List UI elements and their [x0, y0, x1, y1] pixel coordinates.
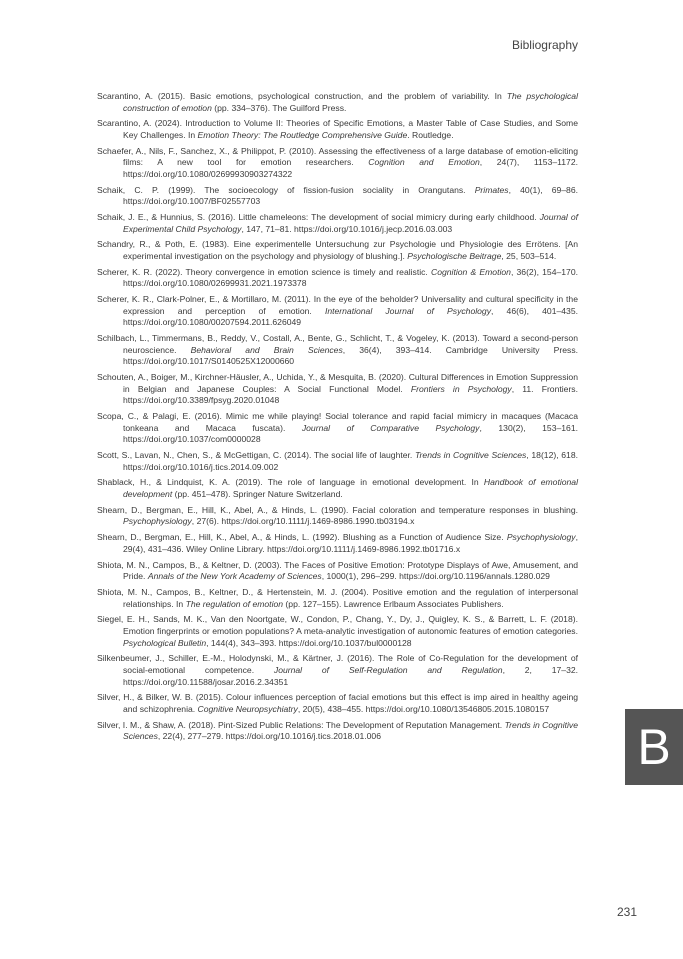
reference-source-title: Trends in Cognitive Sciences	[414, 450, 527, 461]
reference-entry	[97, 505, 578, 528]
reference-source-title: International Journal of Psychology	[324, 305, 491, 316]
reference-details: . Routledge.	[407, 129, 454, 140]
reference-entry	[97, 477, 578, 500]
reference-source-title: Journal of Self-Regulation and Regulation	[273, 664, 503, 675]
reference-source-title: Journal of Comparative Psychology	[301, 422, 480, 433]
reference-entry	[97, 720, 578, 743]
running-head: Bibliography	[511, 38, 578, 52]
reference-entry	[97, 294, 578, 329]
reference-source-title: Emotion Theory: The Routledge Comprehensive Guide	[197, 129, 408, 140]
reference-details: (pp. 451–478). Springer Nature Switzerland.	[172, 489, 343, 500]
reference-entry	[97, 653, 578, 688]
reference-source-title: Trends in Cognitive Sciences	[123, 719, 578, 742]
reference-text: Shearn, D., Bergman, E., Hill, K., Abel, A., & Hinds, L. (1992). Blushing as a Function of Audience Size.	[97, 532, 507, 543]
reference-source-title: Cognition and Emotion	[368, 157, 480, 168]
reference-text: Schandry, R., & Poth, E. (1983). Eine experimentelle Untersuchung zur Psychologie und Physiologie des Errötens. [An experimental investigation on the psychology and physiology of blushing.].	[97, 239, 578, 262]
reference-source-title: Handbook of emotional development	[123, 477, 578, 500]
reference-details: , 22(4), 277–279. https://doi.org/10.1016/j.tics.2018.01.006	[157, 731, 381, 742]
reference-details: , 46(6), 401–435. https://doi.org/10.1080/00207594.2011.626049	[123, 305, 578, 328]
reference-source-title: Behavioral and Brain Sciences	[190, 344, 343, 355]
reference-details: , 25, 503–514.	[501, 251, 557, 262]
section-tab-letter: B	[637, 719, 671, 775]
reference-text: Scarantino, A. (2015). Basic emotions, psychological construction, and the problem of variability. In	[97, 91, 507, 101]
reference-details: , 130(2), 153–161. https://doi.org/10.1037/com0000028	[123, 422, 578, 445]
reference-entry	[97, 239, 578, 262]
reference-source-title: Primates	[474, 184, 509, 195]
reference-entry	[97, 212, 578, 235]
reference-details: , 24(7), 1153–1172. https://doi.org/10.1080/02699930903274322	[123, 157, 578, 179]
reference-text: Silver, H., & Bilker, W. B. (2015). Colour influences perception of facial emotions but this effect is imp aired in healthy ageing and schizophrenia.	[97, 692, 578, 714]
reference-text: Schilbach, L., Timmermans, B., Reddy, V., Costall, A., Bente, G., Schlicht, T., & Vogeley, K. (2013). Toward a second-person neuroscience.	[97, 333, 578, 355]
reference-text: Scarantino, A. (2024). Introduction to Volume II: Theories of Specific Emotions, a Master Table of Case Studies, and Some Key Challenges. In	[97, 118, 578, 140]
reference-source-title: Psychological Bulletin	[123, 637, 207, 648]
reference-details: , 36(4), 393–414. Cambridge University Press. https://doi.org/10.1017/S0140525X12000660	[123, 344, 579, 367]
reference-entry	[97, 185, 578, 208]
reference-entry	[97, 560, 578, 583]
reference-details: , 144(4), 343–393. https://doi.org/10.1037/bul0000128	[206, 637, 412, 648]
reference-details: , 29(4), 431–436. Wiley Online Library. https://doi.org/10.1111/j.1469-8986.1992.tb01716.x	[123, 532, 578, 554]
reference-details: , 27(6). https://doi.org/10.1111/j.1469-8986.1990.tb03194.x	[191, 516, 415, 527]
section-tab	[625, 709, 683, 785]
reference-text: Siegel, E. H., Sands, M. K., Van den Noortgate, W., Condon, P., Chang, Y., Dy, J., Quigley, K. S., & Barrett, L. F. (2018). Emotion fingerprints or emotion populations? A meta-analytic investigation of autonomic features of emotion categories.	[97, 614, 578, 636]
reference-text: Silver, I. M., & Shaw, A. (2018). Pint-Sized Public Relations: The Development of Reputation Management.	[97, 719, 505, 730]
reference-details: , 18(12), 618. https://doi.org/10.1016/j.tics.2014.09.002	[123, 450, 578, 472]
reference-details: (pp. 127–155). Lawrence Erlbaum Associates Publishers.	[283, 598, 504, 609]
reference-entry	[97, 118, 578, 141]
reference-text: Scherer, K. R., Clark-Polner, E., & Mortillaro, M. (2011). In the eye of the beholder? Universality and cultural specificity in the expression and perception of emotion.	[97, 294, 578, 316]
reference-details: , 1000(1), 296–299. https://doi.org/10.1196/annals.1280.029	[321, 571, 550, 582]
reference-entry	[97, 91, 578, 114]
reference-text: Schaik, J. E., & Hunnius, S. (2016). Little chameleons: The development of social mimicry during early childhood.	[97, 212, 540, 223]
reference-details: , 36(2), 154–170. https://doi.org/10.1080/02699931.2021.1973378	[123, 266, 578, 289]
reference-list	[97, 91, 578, 747]
page-number: 231	[616, 905, 637, 919]
reference-entry	[97, 267, 578, 290]
reference-details: , 11. Frontiers. https://doi.org/10.3389/fpsyg.2020.01048	[123, 383, 578, 406]
reference-text: Scopa, C., & Palagi, E. (2016). Mimic me while playing! Social tolerance and rapid facial mimicry in macaques (Macaca tonkeana and Macaca fuscata).	[97, 411, 578, 433]
reference-source-title: Psychophysiology	[123, 516, 192, 527]
reference-text: Schaefer, A., Nils, F., Sanchez, X., & Philippot, P. (2010). Assessing the effectiveness of a large database of emotion-eliciting films: A new tool for emotion researchers.	[97, 145, 578, 168]
reference-source-title: Journal of Experimental Child Psychology	[123, 212, 578, 234]
reference-text: Shearn, D., Bergman, E., Hill, K., Abel, A., & Hinds, L. (1990). Facial coloration and temperature responses in blushing.	[97, 504, 578, 515]
reference-source-title: The psychological construction of emotion	[123, 91, 578, 113]
reference-entry	[97, 532, 578, 555]
reference-text: Scott, S., Lavan, N., Chen, S., & McGettigan, C. (2014). The social life of laughter.	[97, 450, 415, 461]
reference-text: Schouten, A., Boiger, M., Kirchner-Häusler, A., Uchida, Y., & Mesquita, B. (2020). Cultural Differences in Emotion Suppression in Belgian and Japanese Couples: A Social Functional Model.	[97, 372, 578, 394]
reference-text: Silkenbeumer, J., Schiller, E.-M., Holodynski, M., & Kärtner, J. (2016). The Role of Co-Regulation for the development of social-emotional competence.	[97, 653, 578, 675]
reference-entry	[97, 372, 578, 407]
reference-entry	[97, 587, 578, 610]
reference-source-title: The regulation of emotion	[185, 598, 284, 609]
reference-text: Shiota, M. N., Campos, B., & Keltner, D. (2003). The Faces of Positive Emotion: Prototype Displays of Awe, Amusement, and Pride.	[97, 559, 578, 582]
reference-text: Schaik, C. P. (1999). The socioecology of fission-fusion sociality in Orangutans.	[97, 184, 475, 195]
reference-text: Shablack, H., & Lindquist, K. A. (2019). The role of language in emotional development. In	[97, 477, 484, 488]
reference-entry	[97, 411, 578, 446]
reference-source-title: Cognition & Emotion	[431, 266, 511, 277]
reference-entry	[97, 146, 578, 181]
reference-entry	[97, 692, 578, 715]
reference-entry	[97, 333, 578, 368]
reference-details: , 40(1), 69–86. https://doi.org/10.1007/BF02557703	[123, 184, 578, 207]
reference-entry	[97, 450, 578, 473]
reference-details: , 20(5), 438–455. https://doi.org/10.1080/13546805.2015.1080157	[297, 703, 550, 714]
reference-source-title: Cognitive Neuropsychiatry	[197, 703, 298, 714]
reference-text: Shiota, M. N., Campos, B., Keltner, D., & Hertenstein, M. J. (2004). Positive emotion and the regulation of interpersonal relationships. In	[97, 586, 578, 609]
reference-entry	[97, 614, 578, 649]
reference-details: (pp. 334–376). The Guilford Press.	[211, 102, 347, 113]
reference-source-title: Psychophysiology	[506, 532, 576, 543]
reference-details: , 2, 17–32. https://doi.org/10.11588/josar.2016.2.34351	[123, 664, 579, 687]
reference-source-title: Annals of the New York Academy of Sciences	[147, 571, 322, 582]
reference-details: , 147, 71–81. https://doi.org/10.1016/j.jecp.2016.03.003	[241, 223, 453, 234]
reference-source-title: Frontiers in Psychology	[410, 383, 512, 394]
reference-text: Scherer, K. R. (2022). Theory convergence in emotion science is timely and realistic.	[97, 266, 431, 277]
reference-source-title: Psychologische Beitrage	[407, 251, 502, 262]
